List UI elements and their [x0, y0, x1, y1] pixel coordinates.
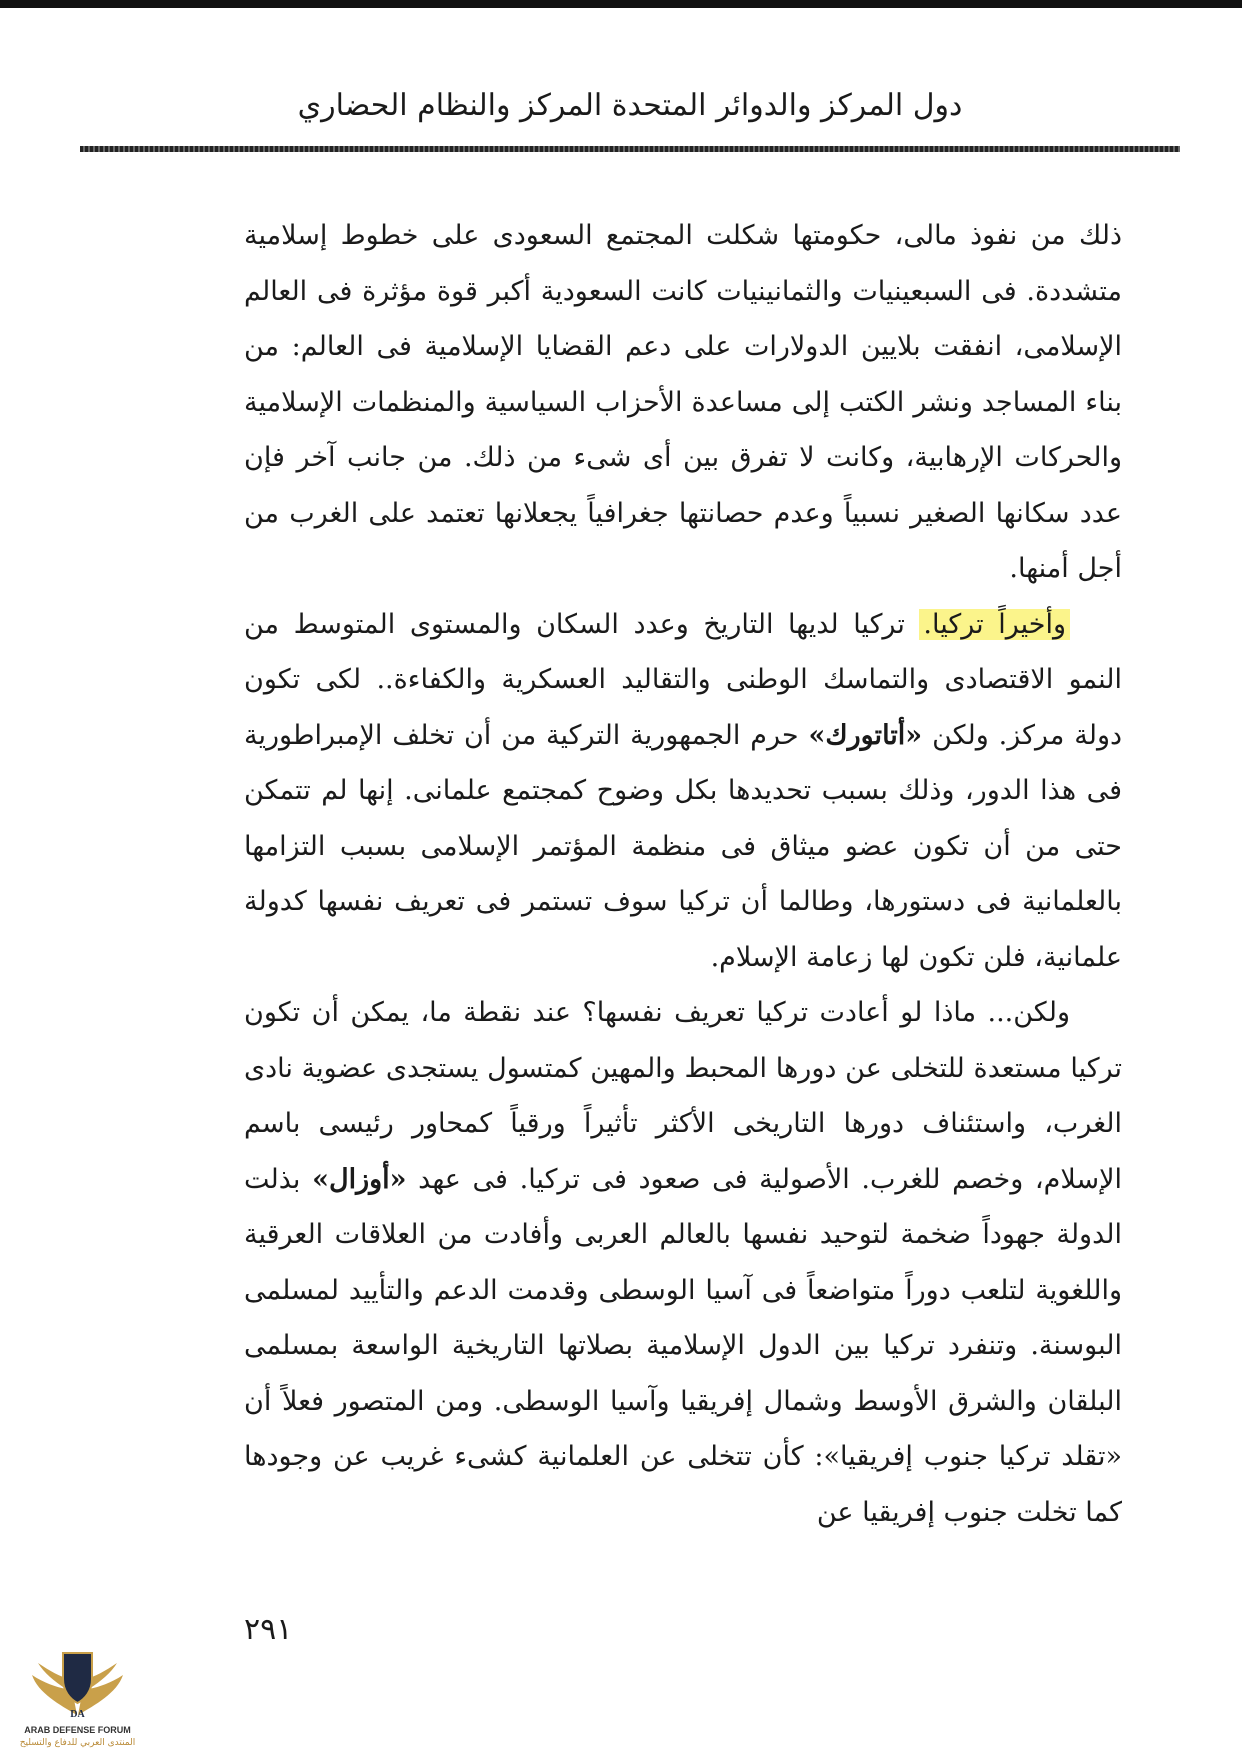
name-ozal: «أوزال» [312, 1163, 407, 1195]
name-ataturk: «أتاتورك» [808, 719, 923, 751]
paragraph-2-text-b: حرم الجمهورية التركية من أن تخلف الإمبراطورية فى هذا الدور، وذلك بسبب تحديدها بكل وضوح كمجتمع علمانى. إنها لم تتمكن حتى من أن تكون عضو ميثاق فى منظمة المؤتمر الإسلامى بسبب التزامها بالعلمانية فى دستورها، وطالما أن تركيا سوف تستمر فى تعريف نفسها كدولة علمانية، فلن تكون لها زعامة الإسلام. [244, 719, 1122, 973]
header-rule [80, 146, 1180, 152]
paragraph-3 [244, 985, 1122, 1540]
running-header: دول المركز والدوائر المتحدة المركز والنظام الحضاري [297, 88, 963, 123]
paragraph-3-text-b: بذلت الدولة جهوداً ضخمة لتوحيد نفسها بالعالم العربى وأفادت من العلاقات العرقية واللغوية لتلعب دوراً متواضعاً فى آسيا الوسطى وقدمت الدعم والتأييد لمسلمى البوسنة. وتنفرد تركيا بين الدول الإسلامية بصلاتها التاريخية الواسعة بمسلمى البلقان والشرق الأوسط وشمال إفريقيا وآسيا الوسطى. ومن المتصور فعلاً أن «تقلد تركيا جنوب إفريقيا»: كأن تتخلى عن العلمانية كشىء غريب عن وجودها كما تخلت جنوب إفريقيا عن [244, 1163, 1122, 1528]
logo-text-en: ARAB DEFENSE FORUM [24, 1725, 131, 1735]
page-number: ٢٩١ [244, 1612, 293, 1647]
top-border [0, 0, 1242, 8]
shield-wings-icon [30, 1645, 125, 1725]
logo-text-ar: المنتدى العربي للدفاع والتسليح [19, 1738, 136, 1748]
paragraph-2 [244, 597, 1122, 986]
paragraph-2-text-a: تركيا لديها التاريخ وعدد السكان والمستوى المتوسط من النمو الاقتصادى والتماسك الوطنى والتقاليد العسكرية والكفاءة.. لكى تكون دولة مركز. ولكن [244, 608, 1123, 751]
paragraph-3-text-a: ولكن... ماذا لو أعادت تركيا تعريف نفسها؟ عند نقطة ما، يمكن أن تكون تركيا مستعدة للتخلى عن دورها المحبط والمهين كمتسول يستجدى عضوية نادى الغرب، واستئناف دورها التاريخى الأكثر تأثيراً ورقياً كمحاور رئيسى باسم الإسلام، وخصم للغرب. الأصولية فى صعود فى تركيا. فى عهد [244, 997, 1122, 1195]
page-body [244, 208, 1122, 1540]
watermark-logo [10, 1645, 145, 1753]
logo-monogram: DA [70, 1709, 85, 1720]
paragraph-1: ذلك من نفوذ مالى، حكومتها شكلت المجتمع السعودى على خطوط إسلامية متشددة. فى السبعينيات والثمانينيات كانت السعودية أكبر قوة مؤثرة فى العالم الإسلامى، انفقت بلايين الدولارات على دعم القضايا الإسلامية فى العالم: من بناء المساجد ونشر الكتب إلى مساعدة الأحزاب السياسية والمنظمات الإسلامية والحركات الإرهابية، وكانت لا تفرق بين أى شىء من ذلك. من جانب آخر فإن عدد سكانها الصغير نسبياً وعدم حصانتها جغرافياً يجعلانها تعتمد على الغرب من أجل أمنها. [244, 220, 1122, 584]
highlighted-phrase: وأخيراً تركيا. [919, 609, 1070, 640]
